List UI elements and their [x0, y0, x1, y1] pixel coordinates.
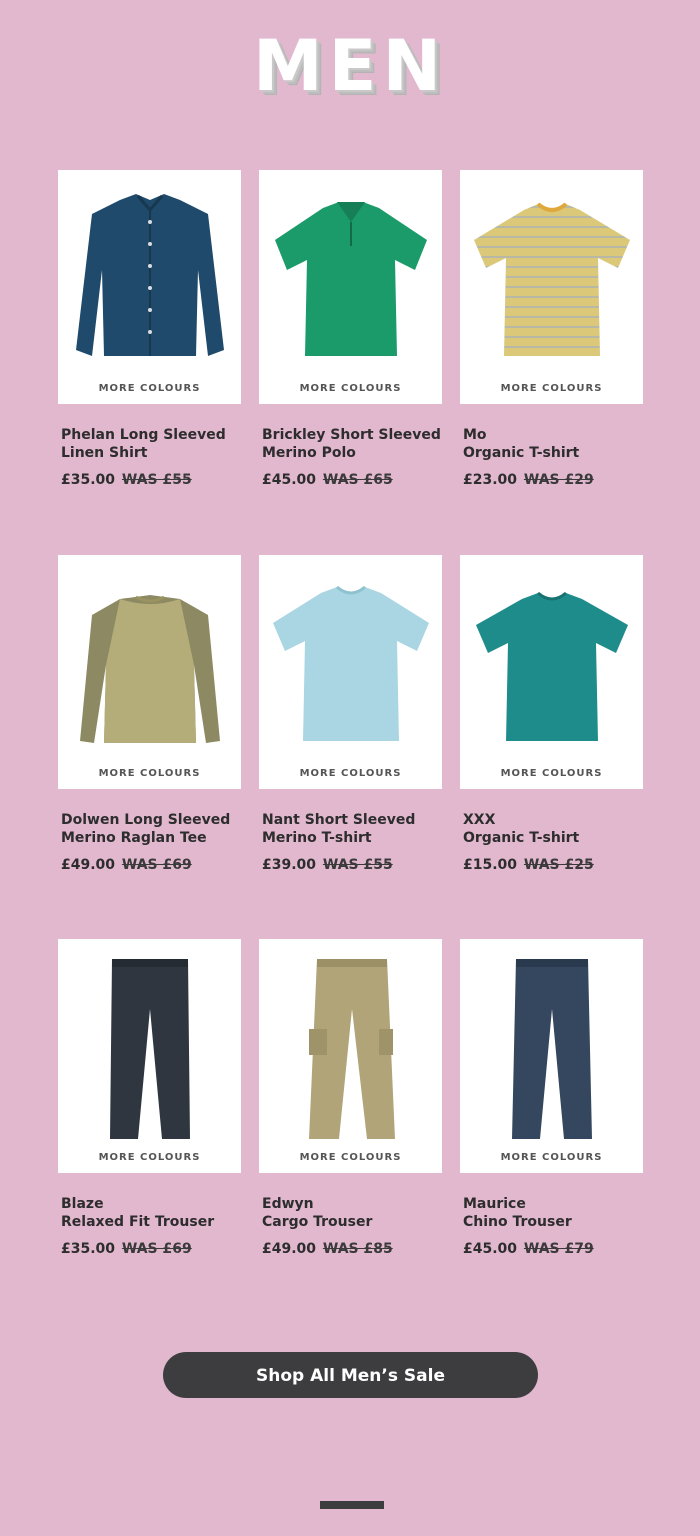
product-name[interactable]: Dolwen Long Sleeved Merino Raglan Tee — [61, 812, 231, 846]
product-price — [61, 1241, 241, 1257]
tshirt-icon — [259, 555, 442, 789]
sale-price: £15.00 — [463, 857, 518, 873]
product-name[interactable]: Mo Organic T-shirt — [463, 427, 580, 461]
product-card[interactable] — [259, 555, 442, 873]
was-price: WAS £65 — [322, 472, 393, 488]
was-price: WAS £25 — [523, 857, 594, 873]
sale-price: £23.00 — [463, 472, 518, 488]
raglan-tee-icon — [58, 555, 241, 789]
product-image[interactable] — [460, 170, 643, 404]
more-colours-label[interactable]: MORE COLOURS — [500, 1152, 603, 1163]
product-name[interactable]: Phelan Long Sleeved Linen Shirt — [61, 427, 226, 461]
was-price: WAS £55 — [121, 472, 192, 488]
was-price: WAS £69 — [121, 857, 192, 873]
product-image[interactable] — [58, 170, 241, 404]
product-price — [262, 1241, 442, 1257]
more-colours-label[interactable]: MORE COLOURS — [500, 383, 603, 394]
product-image[interactable] — [58, 939, 241, 1173]
product-image[interactable] — [259, 555, 442, 789]
product-name[interactable]: Maurice Chino Trouser — [463, 1196, 572, 1230]
more-colours-label[interactable]: MORE COLOURS — [98, 768, 201, 779]
shop-all-mens-sale-button[interactable]: Shop All Men’s Sale — [163, 1352, 538, 1398]
more-colours-label[interactable]: MORE COLOURS — [98, 1152, 201, 1163]
sale-price: £35.00 — [61, 472, 116, 488]
product-image[interactable] — [460, 555, 643, 789]
product-card[interactable] — [460, 170, 643, 488]
product-image[interactable] — [58, 555, 241, 789]
product-card[interactable] — [460, 939, 643, 1257]
product-card[interactable] — [58, 939, 241, 1257]
product-price — [61, 472, 241, 488]
more-colours-label[interactable]: MORE COLOURS — [98, 383, 201, 394]
shirt-icon — [58, 170, 241, 404]
product-name[interactable]: XXX Organic T-shirt — [463, 812, 580, 846]
was-price: WAS £79 — [523, 1241, 594, 1257]
more-colours-label[interactable]: MORE COLOURS — [299, 383, 402, 394]
footer-divider — [320, 1501, 384, 1509]
was-price: WAS £55 — [322, 857, 393, 873]
product-price — [61, 857, 241, 873]
product-image[interactable] — [460, 939, 643, 1173]
product-card[interactable] — [259, 170, 442, 488]
product-price — [463, 857, 643, 873]
product-price — [463, 472, 643, 488]
was-price: WAS £85 — [322, 1241, 393, 1257]
product-name[interactable]: Brickley Short Sleeved Merino Polo — [262, 427, 441, 461]
striped-tshirt-icon — [460, 170, 643, 404]
cargo-trouser-icon — [259, 939, 442, 1173]
trouser-icon — [58, 939, 241, 1173]
more-colours-label[interactable]: MORE COLOURS — [299, 1152, 402, 1163]
product-name[interactable]: Blaze Relaxed Fit Trouser — [61, 1196, 215, 1230]
chino-trouser-icon — [460, 939, 643, 1173]
polo-icon — [259, 170, 442, 404]
tshirt-icon — [460, 555, 643, 789]
product-name[interactable]: Edwyn Cargo Trouser — [262, 1196, 373, 1230]
more-colours-label[interactable]: MORE COLOURS — [299, 768, 402, 779]
sale-price: £39.00 — [262, 857, 317, 873]
sale-price: £45.00 — [463, 1241, 518, 1257]
sale-price: £45.00 — [262, 472, 317, 488]
product-price — [262, 857, 442, 873]
sale-price: £35.00 — [61, 1241, 116, 1257]
product-card[interactable] — [460, 555, 643, 873]
product-image[interactable] — [259, 939, 442, 1173]
product-card[interactable] — [58, 555, 241, 873]
product-price — [262, 472, 442, 488]
product-price — [463, 1241, 643, 1257]
was-price: WAS £29 — [523, 472, 594, 488]
page-title: MEN — [252, 25, 448, 107]
product-image[interactable] — [259, 170, 442, 404]
sale-price: £49.00 — [61, 857, 116, 873]
more-colours-label[interactable]: MORE COLOURS — [500, 768, 603, 779]
product-card[interactable] — [259, 939, 442, 1257]
was-price: WAS £69 — [121, 1241, 192, 1257]
page-title-wrap — [0, 25, 700, 107]
sale-price: £49.00 — [262, 1241, 317, 1257]
product-card[interactable] — [58, 170, 241, 488]
product-name[interactable]: Nant Short Sleeved Merino T-shirt — [262, 812, 416, 846]
